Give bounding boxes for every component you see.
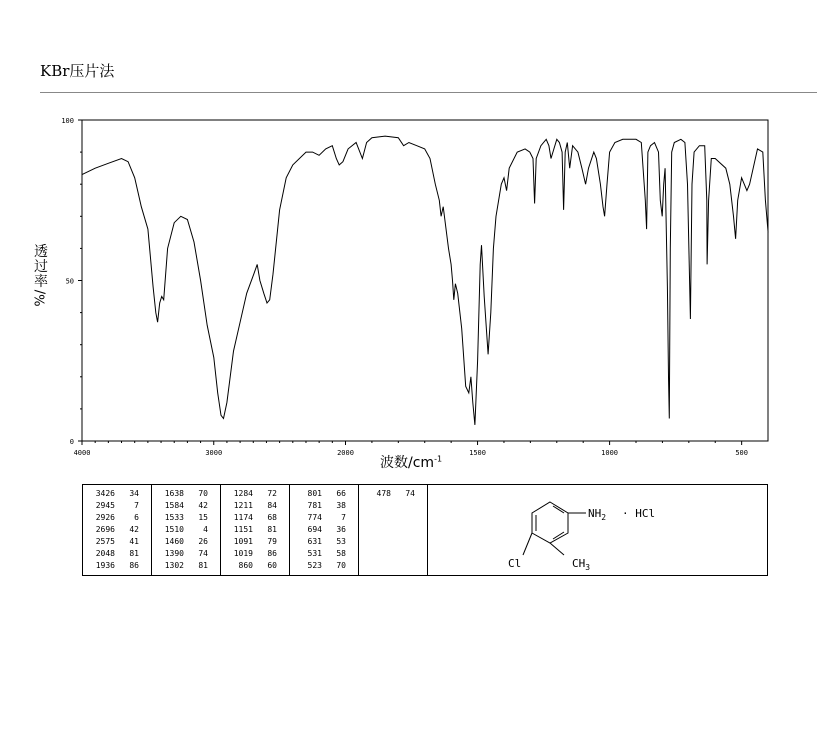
x-tick-label: 3000 xyxy=(205,449,223,457)
peak-transmittance: 84 xyxy=(267,501,277,510)
methyl-label: $CH_3$ xyxy=(572,557,591,572)
x-tick-label: 4000 xyxy=(73,449,91,457)
peak-wavenumber: 2696 xyxy=(95,525,115,534)
peak-transmittance: 72 xyxy=(267,489,277,498)
peak-transmittance: 60 xyxy=(267,561,277,570)
peak-transmittance: 81 xyxy=(198,561,208,570)
peak-transmittance: 4 xyxy=(203,525,208,534)
peak-wavenumber: 2575 xyxy=(95,537,115,546)
y-axis-label-text: 透过率 xyxy=(34,244,48,290)
peak-column xyxy=(359,485,428,575)
peak-transmittance: 36 xyxy=(336,525,346,534)
peak-wavenumber: 523 xyxy=(307,561,322,570)
peak-transmittance: 70 xyxy=(198,489,208,498)
amine-label: $NH_2$ xyxy=(588,507,607,522)
peak-wavenumber: 531 xyxy=(307,549,322,558)
y-tick-label: 50 xyxy=(65,277,74,286)
peak-transmittance: 7 xyxy=(341,513,346,522)
peak-wavenumber: 1151 xyxy=(233,525,253,534)
peak-wavenumber: 694 xyxy=(307,525,322,534)
peak-wavenumber: 1211 xyxy=(233,501,253,510)
spectrum-line xyxy=(82,136,768,425)
x-axis-label-exponent: -1 xyxy=(434,454,443,464)
peak-transmittance: 41 xyxy=(129,537,139,546)
peak-wavenumber: 631 xyxy=(307,537,322,546)
peak-wavenumber: 2926 xyxy=(95,513,115,522)
y-tick-label: 100 xyxy=(61,117,74,125)
peak-transmittance: 74 xyxy=(198,549,208,558)
x-axis-label-text: 波数/cm xyxy=(380,455,435,471)
x-tick-label: 500 xyxy=(735,449,748,457)
peak-wavenumber: 1936 xyxy=(95,561,115,570)
peak-wavenumber: 2945 xyxy=(95,501,115,510)
peak-transmittance: 74 xyxy=(405,489,415,498)
peak-wavenumber: 774 xyxy=(307,513,322,522)
x-tick-label: 1000 xyxy=(601,449,619,457)
peak-transmittance: 86 xyxy=(129,561,139,570)
benzene-ring-drawing xyxy=(426,485,767,575)
peak-column xyxy=(152,485,221,575)
peak-wavenumber: 3426 xyxy=(95,489,115,498)
chloro-label: Cl xyxy=(508,557,522,570)
salt-label: · HCl xyxy=(622,507,656,520)
peak-wavenumber: 1533 xyxy=(164,513,184,522)
peak-transmittance: 15 xyxy=(198,513,208,522)
peak-transmittance: 53 xyxy=(336,537,346,546)
plot-frame xyxy=(82,120,768,441)
y-tick-label: 0 xyxy=(69,438,74,446)
peak-wavenumber: 2048 xyxy=(95,549,115,558)
peak-transmittance: 38 xyxy=(336,501,346,510)
peak-wavenumber: 860 xyxy=(238,561,253,570)
chloro-bond xyxy=(523,533,532,555)
peak-wavenumber: 1510 xyxy=(164,525,184,534)
peak-transmittance: 79 xyxy=(267,537,277,546)
x-tick-label: 1500 xyxy=(469,449,486,457)
peak-transmittance: 42 xyxy=(198,501,208,510)
peak-wavenumber: 1284 xyxy=(233,489,253,498)
peak-transmittance: 6 xyxy=(134,513,139,522)
method-title: KBr压片法 xyxy=(40,62,115,80)
peak-transmittance: 66 xyxy=(336,489,346,498)
peak-wavenumber: 1019 xyxy=(233,549,253,558)
peak-wavenumber: 801 xyxy=(307,489,322,498)
peak-transmittance: 70 xyxy=(336,561,346,570)
chemical-structure xyxy=(426,485,767,575)
peak-transmittance: 34 xyxy=(129,489,139,498)
peak-column xyxy=(83,485,152,575)
peak-transmittance: 68 xyxy=(267,513,277,522)
peak-transmittance: 86 xyxy=(267,549,277,558)
peak-wavenumber: 781 xyxy=(307,501,322,510)
y-axis-unit: %/ xyxy=(33,289,49,307)
peak-transmittance: 81 xyxy=(129,549,139,558)
peak-wavenumber: 1302 xyxy=(164,561,184,570)
peak-wavenumber: 1174 xyxy=(233,513,253,522)
peak-transmittance: 26 xyxy=(198,537,208,546)
peak-transmittance: 81 xyxy=(267,525,277,534)
peak-wavenumber: 1390 xyxy=(164,549,184,558)
peak-wavenumber: 1460 xyxy=(164,537,184,546)
peak-column xyxy=(221,485,290,575)
methyl-bond xyxy=(550,543,564,555)
ring-bonds xyxy=(532,502,568,543)
peak-wavenumber: 478 xyxy=(376,489,391,498)
peak-transmittance: 58 xyxy=(336,549,346,558)
peak-transmittance: 7 xyxy=(134,501,139,510)
x-tick-label: 2000 xyxy=(337,449,354,457)
peak-wavenumber: 1584 xyxy=(164,501,184,510)
peak-wavenumber: 1091 xyxy=(233,537,253,546)
peak-wavenumber: 1638 xyxy=(164,489,184,498)
peak-column xyxy=(290,485,359,575)
peak-transmittance: 42 xyxy=(129,525,139,534)
